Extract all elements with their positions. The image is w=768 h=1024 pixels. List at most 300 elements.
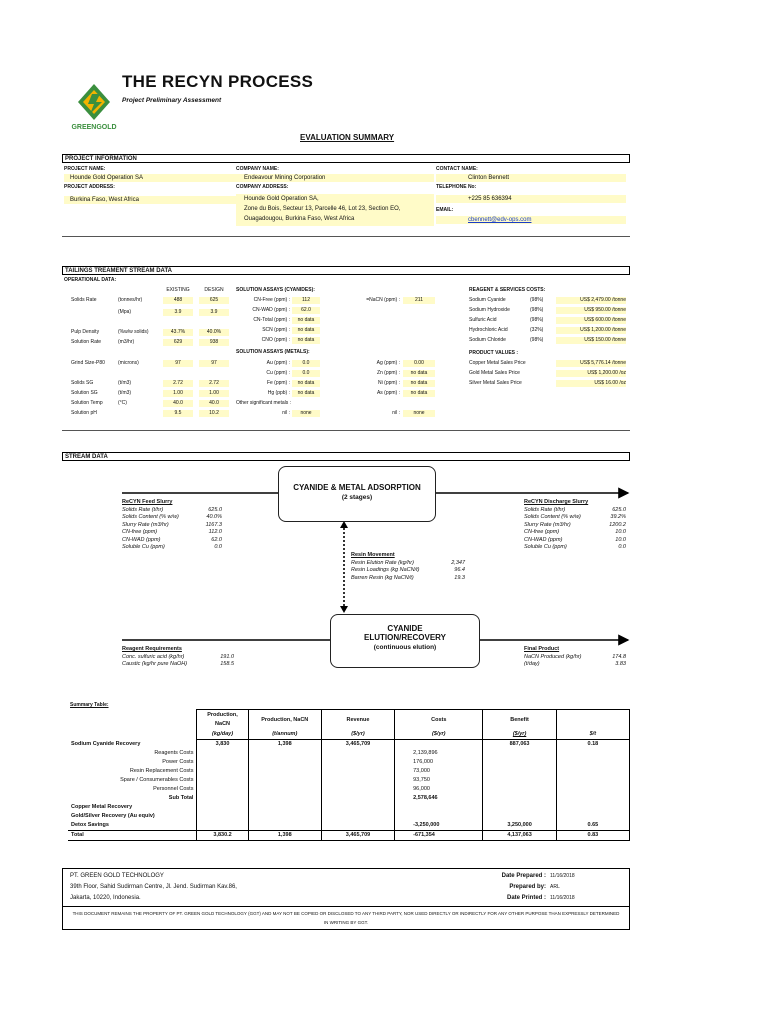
stream-key: Resin Elution Rate (kg/hr) xyxy=(351,559,414,566)
table-cell: Production, NaCN xyxy=(197,710,248,731)
table-cell xyxy=(556,785,629,794)
stream-value: 158.5 xyxy=(220,661,234,667)
email-label: EMAIL: xyxy=(436,207,454,213)
prepared-by-value: ARL xyxy=(550,884,560,890)
assay-label: CN-WAD (ppm) : xyxy=(252,307,290,313)
project-info-heading: PROJECT INFORMATION xyxy=(62,154,630,163)
op-row-design: 40.0% xyxy=(199,329,229,336)
cost-price: US$ 600.00 /tonne xyxy=(556,317,626,324)
table-cell: 3,465,709 xyxy=(321,831,394,841)
table-cell xyxy=(483,767,556,776)
stream-value: 1167.3 xyxy=(205,521,222,528)
footer-address: Jakarta, 10220, Indonesia. xyxy=(70,895,141,901)
product-values-label: PRODUCT VALUES : xyxy=(469,350,519,356)
table-cell: 3,830 xyxy=(197,740,248,750)
op-row-design: 40.0 xyxy=(199,400,229,407)
table-cell xyxy=(483,776,556,785)
table-cell: Resin Replacement Costs xyxy=(68,767,197,776)
stream-key: CN-WAD (ppm) xyxy=(122,536,161,543)
resin-block xyxy=(351,552,465,582)
table-row xyxy=(68,831,630,841)
feed-row xyxy=(122,507,222,515)
company-address-line: Ouagadougou, Burkina Faso, West Africa xyxy=(244,216,355,222)
table-cell xyxy=(248,785,321,794)
table-cell xyxy=(483,812,556,821)
adsorption-sub: (2 stages) xyxy=(341,494,373,501)
table-cell: 73,000 xyxy=(395,767,483,776)
costs-label: REAGENT & SERVICES COSTS: xyxy=(469,287,546,293)
op-row-unit: (t/m3) xyxy=(118,390,132,396)
stream-value: 191.0 xyxy=(220,653,234,660)
stream-value: 3.83 xyxy=(615,661,626,667)
product-price: US$ 1,200.00 /oz xyxy=(556,370,626,377)
table-cell xyxy=(321,821,394,831)
project-name-label: PROJECT NAME: xyxy=(64,166,106,172)
stream-key: Barren Resin (kg NaCN/t) xyxy=(351,574,414,581)
table-cell xyxy=(395,812,483,821)
assay-value: no data xyxy=(403,380,435,387)
table-cell: Total xyxy=(68,831,197,841)
cost-name: Sodium Chloride xyxy=(469,337,506,343)
stream-key: Caustic (kg/hr pure NaOH) xyxy=(122,661,188,667)
table-cell: 0.18 xyxy=(556,740,629,750)
table-cell xyxy=(483,758,556,767)
cost-name: Sodium Cyanide xyxy=(469,297,506,303)
table-cell xyxy=(197,758,248,767)
op-row-existing: 43.7% xyxy=(163,329,193,336)
op-row-design: 97 xyxy=(199,360,229,367)
table-cell xyxy=(321,776,394,785)
cost-price: US$ 2,479.00 /tonne xyxy=(556,297,626,304)
assay-value: 112 xyxy=(292,297,320,304)
logo-text: GREENGOLD xyxy=(71,124,117,131)
product-price: US$ 16.00 /oz xyxy=(556,380,626,387)
stream-value: 2,347 xyxy=(451,559,465,566)
table-cell: 96,000 xyxy=(395,785,483,794)
assay-value: 0.00 xyxy=(403,360,435,367)
resin-row xyxy=(351,560,465,568)
table-row xyxy=(68,821,630,831)
op-row-unit: (Mpa) xyxy=(118,309,132,315)
table-row xyxy=(68,740,630,750)
table-cell xyxy=(321,812,394,821)
stream-value: 174.8 xyxy=(612,653,626,660)
table-cell: 0.83 xyxy=(556,831,629,841)
discharge-row xyxy=(524,507,626,515)
table-cell xyxy=(556,749,629,758)
other-metals-label: Other significant metals : xyxy=(236,400,292,406)
stream-value: 40.0% xyxy=(206,514,222,520)
assay-value: no data xyxy=(403,390,435,397)
op-row-label: Solids SG xyxy=(71,380,94,386)
table-cell: 3,250,000 xyxy=(483,821,556,831)
adsorption-title: CYANIDE & METAL ADSORPTION xyxy=(293,483,421,492)
table-cell xyxy=(321,785,394,794)
elution-title: ELUTION/RECOVERY xyxy=(364,633,446,642)
discharge-row xyxy=(524,529,626,537)
table-cell: 2,139,896 xyxy=(395,749,483,758)
op-row-label: Pulp Density xyxy=(71,329,100,335)
table-cell: 93,750 xyxy=(395,776,483,785)
project-name-value: Hounde Gold Operation SA xyxy=(64,174,236,182)
nacn-label: =NaCN (ppm) : xyxy=(366,297,400,303)
op-row-existing: 629 xyxy=(163,339,193,346)
date-printed-value: 11/16/2018 xyxy=(550,895,575,901)
stream-value: 96.4 xyxy=(454,567,465,573)
table-cell: Benefit xyxy=(483,710,556,731)
page-subtitle: Project Preliminary Assessment xyxy=(122,97,222,104)
feed-title: ReCYN Feed Slurry xyxy=(122,499,173,505)
table-cell: Copper Metal Recovery xyxy=(68,803,197,812)
stream-key: Slurry Rate (m3/hr) xyxy=(524,521,571,528)
stream-value: 10.0 xyxy=(615,536,626,543)
op-row-label: Grind Size-P80 xyxy=(71,360,105,366)
op-row-existing: 1.00 xyxy=(163,390,193,397)
table-cell: $/t xyxy=(556,730,629,740)
table-cell xyxy=(248,794,321,803)
assay-label: CN-Free (ppm) : xyxy=(253,297,290,303)
final-block xyxy=(524,646,626,669)
table-cell xyxy=(321,767,394,776)
table-row xyxy=(68,710,630,731)
op-row-label: Solution Temp xyxy=(71,400,103,406)
table-cell: Revenue xyxy=(321,710,394,731)
table-cell: 1,398 xyxy=(248,831,321,841)
assay-label: Hg (ppb) : xyxy=(267,390,290,396)
summary-table xyxy=(68,709,630,841)
cost-pct: (98%) xyxy=(530,337,544,343)
footer-company: PT. GREEN GOLD TECHNOLOGY xyxy=(70,873,164,879)
assay-value: no data xyxy=(292,337,320,344)
table-cell: Gold/Silver Recovery (Au equiv) xyxy=(68,812,197,821)
product-price: US$ 5,776.14 /tonne xyxy=(556,360,626,367)
discharge-row xyxy=(524,537,626,545)
stream-value: 62.0 xyxy=(211,536,222,543)
op-row-design: 938 xyxy=(199,339,229,346)
table-cell: ($/yr) xyxy=(395,730,483,740)
stream-key: Soluble Cu (ppm) xyxy=(122,544,165,550)
op-row-existing: 9.5 xyxy=(163,410,193,417)
assay-value: no data xyxy=(292,317,320,324)
table-cell: 3,830.2 xyxy=(197,831,248,841)
stream-key: CN-free (ppm) xyxy=(122,529,158,535)
final-title: Final Product xyxy=(524,646,560,652)
table-cell xyxy=(395,803,483,812)
table-cell xyxy=(556,710,629,731)
cost-name: Sodium Hydroxide xyxy=(469,307,510,313)
assay-value: no data xyxy=(292,390,320,397)
stream-value: 10.0 xyxy=(615,529,626,535)
table-cell xyxy=(197,749,248,758)
discharge-title: ReCYN Discharge Slurry xyxy=(524,499,589,505)
stream-value: 0.0 xyxy=(618,544,626,550)
table-cell: 4,137,063 xyxy=(483,831,556,841)
assay-value: no data xyxy=(292,380,320,387)
op-row-design: 1.00 xyxy=(199,390,229,397)
table-cell xyxy=(197,812,248,821)
table-cell: Power Costs xyxy=(68,758,197,767)
elution-box xyxy=(330,614,480,668)
cost-name: Hydrochloric Acid xyxy=(469,327,508,333)
product-name: Gold Metal Sales Price xyxy=(469,370,520,376)
adsorption-box xyxy=(278,466,436,522)
table-cell: Detox Savings xyxy=(68,821,197,831)
company-address-line: Zone du Bois, Secteur 13, Parcelle 46, Lot 23, Section EO, xyxy=(244,206,401,212)
op-row-design: 2.72 xyxy=(199,380,229,387)
contact-name-value: Clinton Bennett xyxy=(436,174,626,182)
op-row-unit: (°C) xyxy=(118,400,127,406)
feed-row xyxy=(122,537,222,545)
table-cell xyxy=(197,767,248,776)
stream-key: Solids Rate (t/hr) xyxy=(122,506,164,513)
table-cell xyxy=(556,803,629,812)
assay-value: 62.0 xyxy=(292,307,320,314)
discharge-row xyxy=(524,514,626,522)
table-cell: 2,578,646 xyxy=(395,794,483,803)
op-row-existing: 2.72 xyxy=(163,380,193,387)
assay-value: no data xyxy=(403,370,435,377)
table-cell: 3,465,709 xyxy=(321,740,394,750)
table-cell xyxy=(556,776,629,785)
table-row xyxy=(68,776,630,785)
elution-title: CYANIDE xyxy=(387,624,423,633)
date-printed-label: Date Printed : xyxy=(506,895,546,901)
op-row-unit: (tonnes/hr) xyxy=(118,297,143,303)
resin-title: Resin Movement xyxy=(351,552,395,558)
op-row-existing: 3.9 xyxy=(163,309,193,316)
stream-key: Slurry Rate (m3/hr) xyxy=(122,521,169,528)
nil-right-value: none xyxy=(403,410,435,417)
stream-key: Soluble Cu (ppm) xyxy=(524,544,567,550)
nil-right-label: nil : xyxy=(392,410,400,416)
table-cell xyxy=(556,767,629,776)
op-row-unit: (m3/hr) xyxy=(118,339,135,345)
table-cell: Sub Total xyxy=(68,794,197,803)
company-address-label: COMPANY ADDRESS: xyxy=(236,184,289,190)
feed-row xyxy=(122,544,222,552)
table-cell xyxy=(556,794,629,803)
feed-row xyxy=(122,514,222,522)
assay-label: Cu (ppm) : xyxy=(266,370,290,376)
op-row-label: Solution SG xyxy=(71,390,98,396)
telephone-label: TELEPHONE No: xyxy=(436,184,477,190)
table-cell xyxy=(248,749,321,758)
table-cell: ($/yr) xyxy=(483,730,556,740)
op-row-existing: 97 xyxy=(163,360,193,367)
table-cell xyxy=(483,794,556,803)
op-row-unit: (microns) xyxy=(118,360,139,366)
op-row-design: 10.2 xyxy=(199,410,229,417)
op-row-existing: 488 xyxy=(163,297,193,304)
op-row-design: 3.9 xyxy=(199,309,229,316)
disclaimer xyxy=(62,906,630,907)
assay-label: CN-Total (ppm) : xyxy=(253,317,290,323)
table-cell xyxy=(248,758,321,767)
op-row-label: Solids Rate xyxy=(71,297,97,303)
final-row xyxy=(524,654,626,662)
stream-value: 39.2% xyxy=(610,514,626,520)
table-row xyxy=(68,730,630,740)
table-cell: -671,354 xyxy=(395,831,483,841)
op-row-label: Solution Rate xyxy=(71,339,102,345)
stream-value: 625.0 xyxy=(208,506,222,513)
project-address-value: Burkina Faso, West Africa xyxy=(64,196,236,204)
final-row xyxy=(524,661,626,669)
stream-value: 19.3 xyxy=(454,574,465,581)
company-name-value: Endeavour Mining Corporation xyxy=(236,174,434,182)
table-cell xyxy=(556,812,629,821)
table-cell xyxy=(395,740,483,750)
table-cell xyxy=(68,730,197,740)
table-row xyxy=(68,785,630,794)
table-cell: Personnel Costs xyxy=(68,785,197,794)
table-cell xyxy=(483,803,556,812)
table-cell: -3,250,000 xyxy=(395,821,483,831)
discharge-row xyxy=(524,544,626,552)
table-cell: ($/yr) xyxy=(321,730,394,740)
assay-value: 0.0 xyxy=(292,370,320,377)
stream-key: CN-free (ppm) xyxy=(524,529,560,535)
cost-price: US$ 150.00 /tonne xyxy=(556,337,626,344)
stream-key: Conc. sulfuric acid (kg/hr) xyxy=(122,653,185,660)
cost-pct: (98%) xyxy=(530,307,544,313)
summary-label: Summary Table: xyxy=(70,702,109,708)
stream-key: NaCN Produced (kg/hr) xyxy=(524,653,582,660)
resin-row xyxy=(351,575,465,583)
table-row xyxy=(68,812,630,821)
operational-data-label: OPERATIONAL DATA: xyxy=(64,277,117,283)
table-cell xyxy=(197,794,248,803)
assay-label: As (ppm) : xyxy=(376,390,400,396)
table-row xyxy=(68,767,630,776)
op-row-existing: 40.0 xyxy=(163,400,193,407)
table-row xyxy=(68,758,630,767)
table-cell xyxy=(248,767,321,776)
prepared-by-label: Prepared by: xyxy=(509,884,546,890)
table-cell xyxy=(483,785,556,794)
company-name-label: COMPANY NAME: xyxy=(236,166,279,172)
assay-label: Au (ppm) : xyxy=(266,360,290,366)
reagent-row xyxy=(122,661,234,669)
disclaimer-text: THIS DOCUMENT REMAINS THE PROPERTY OF PT. GREEN GOLD TECHNOLOGY (GGT) AND MAY NOT BE COPIED OR DISCLOSED TO ANY THIRD PARTY, NOR USED DIRECTLY OR INDIRECTLY FOR ANY OTHER PURPOSE THAN EXPRESSLY DETERMINED IN WRITING BY GGT. xyxy=(72,911,620,925)
nacn-value: 211 xyxy=(403,297,435,304)
stream-value: 1200.2 xyxy=(609,521,626,528)
telephone-value: +225 85 636394 xyxy=(436,195,626,203)
assay-label: Fe (ppm) : xyxy=(266,380,290,386)
nil-left-label: nil : xyxy=(282,410,290,416)
table-cell xyxy=(248,812,321,821)
assays-cyanides-label: SOLUTION ASSAYS (CYANIDES): xyxy=(236,287,315,293)
col-existing: EXISTING xyxy=(166,287,190,293)
assay-label: Ag (ppm) : xyxy=(376,360,400,366)
table-cell: Production, NaCN xyxy=(248,710,321,731)
assay-value: 0.0 xyxy=(292,360,320,367)
footer-address: 39th Floor, Sahid Sudirman Centre, Jl. Jend. Sudirman Kav.86, xyxy=(70,884,237,890)
table-cell xyxy=(197,785,248,794)
table-cell xyxy=(248,803,321,812)
cost-pct: (32%) xyxy=(530,327,544,333)
assay-label: Zn (ppm) : xyxy=(376,370,400,376)
table-cell xyxy=(556,758,629,767)
table-cell: Reagents Costs xyxy=(68,749,197,758)
stream-key: CN-WAD (ppm) xyxy=(524,536,563,543)
table-cell xyxy=(68,710,197,731)
page-title: THE RECYN PROCESS xyxy=(122,72,314,91)
table-cell xyxy=(321,758,394,767)
table-cell xyxy=(248,776,321,785)
feed-row xyxy=(122,522,222,530)
table-cell: 0.65 xyxy=(556,821,629,831)
assays-metals-label: SOLUTION ASSAYS (METALS): xyxy=(236,349,310,355)
table-cell xyxy=(248,821,321,831)
stream-key: Solids Rate (t/hr) xyxy=(524,506,566,513)
table-cell: 887,063 xyxy=(483,740,556,750)
stream-key: Solids Content (% w/w) xyxy=(122,514,179,520)
cost-pct: (98%) xyxy=(530,297,544,303)
contact-name-label: CONTACT NAME: xyxy=(436,166,478,172)
cost-name: Sulfuric Acid xyxy=(469,317,497,323)
product-name: Copper Metal Sales Price xyxy=(469,360,526,366)
assay-label: Ni (ppm) : xyxy=(378,380,400,386)
table-cell: (kg/day) xyxy=(197,730,248,740)
stream-value: 625.0 xyxy=(612,506,626,513)
table-cell xyxy=(321,749,394,758)
reagent-title: Reagent Requirements xyxy=(122,646,182,652)
email-link[interactable]: cbennett@edv-ops.com xyxy=(436,216,626,224)
feed-row xyxy=(122,529,222,537)
product-name: Silver Metal Sales Price xyxy=(469,380,522,386)
table-cell xyxy=(321,794,394,803)
elution-sub: (continuous elution) xyxy=(373,644,437,651)
assay-value: no data xyxy=(292,327,320,334)
op-row-design: 625 xyxy=(199,297,229,304)
table-cell xyxy=(197,776,248,785)
op-row-label: Solution pH xyxy=(71,410,97,416)
assay-label: CNO (ppm) : xyxy=(261,337,290,343)
table-cell xyxy=(197,803,248,812)
discharge-block xyxy=(524,499,626,552)
table-row xyxy=(68,803,630,812)
reagent-row xyxy=(122,654,234,662)
table-cell: (t/annum) xyxy=(248,730,321,740)
company-address-line: Hounde Gold Operation SA, xyxy=(244,196,319,202)
op-row-unit: (t/m3) xyxy=(118,380,132,386)
nil-left-value: none xyxy=(292,410,320,417)
cost-price: US$ 950.00 /tonne xyxy=(556,307,626,314)
table-cell: 176,000 xyxy=(395,758,483,767)
table-row xyxy=(68,749,630,758)
evaluation-summary-title: EVALUATION SUMMARY xyxy=(300,133,395,142)
table-row xyxy=(68,794,630,803)
op-row-unit: (%w/w solids) xyxy=(118,329,149,335)
date-prepared-value: 11/16/2018 xyxy=(550,873,575,879)
stream-key: (t/day) xyxy=(524,661,540,667)
stream-key: Resin Loadings (kg NaCN/t) xyxy=(351,567,420,573)
stream-key: Solids Content (% w/w) xyxy=(524,514,581,520)
resin-row xyxy=(351,567,465,575)
table-cell: 1,398 xyxy=(248,740,321,750)
project-address-label: PROJECT ADDRESS: xyxy=(64,184,115,190)
stream-value: 112.0 xyxy=(208,529,222,535)
table-cell xyxy=(321,803,394,812)
col-design: DESIGN xyxy=(204,287,224,293)
cost-pct: (98%) xyxy=(530,317,544,323)
reagent-block xyxy=(122,646,234,669)
table-cell xyxy=(483,749,556,758)
discharge-row xyxy=(524,522,626,530)
feed-block xyxy=(122,499,222,552)
table-cell: Costs xyxy=(395,710,483,731)
